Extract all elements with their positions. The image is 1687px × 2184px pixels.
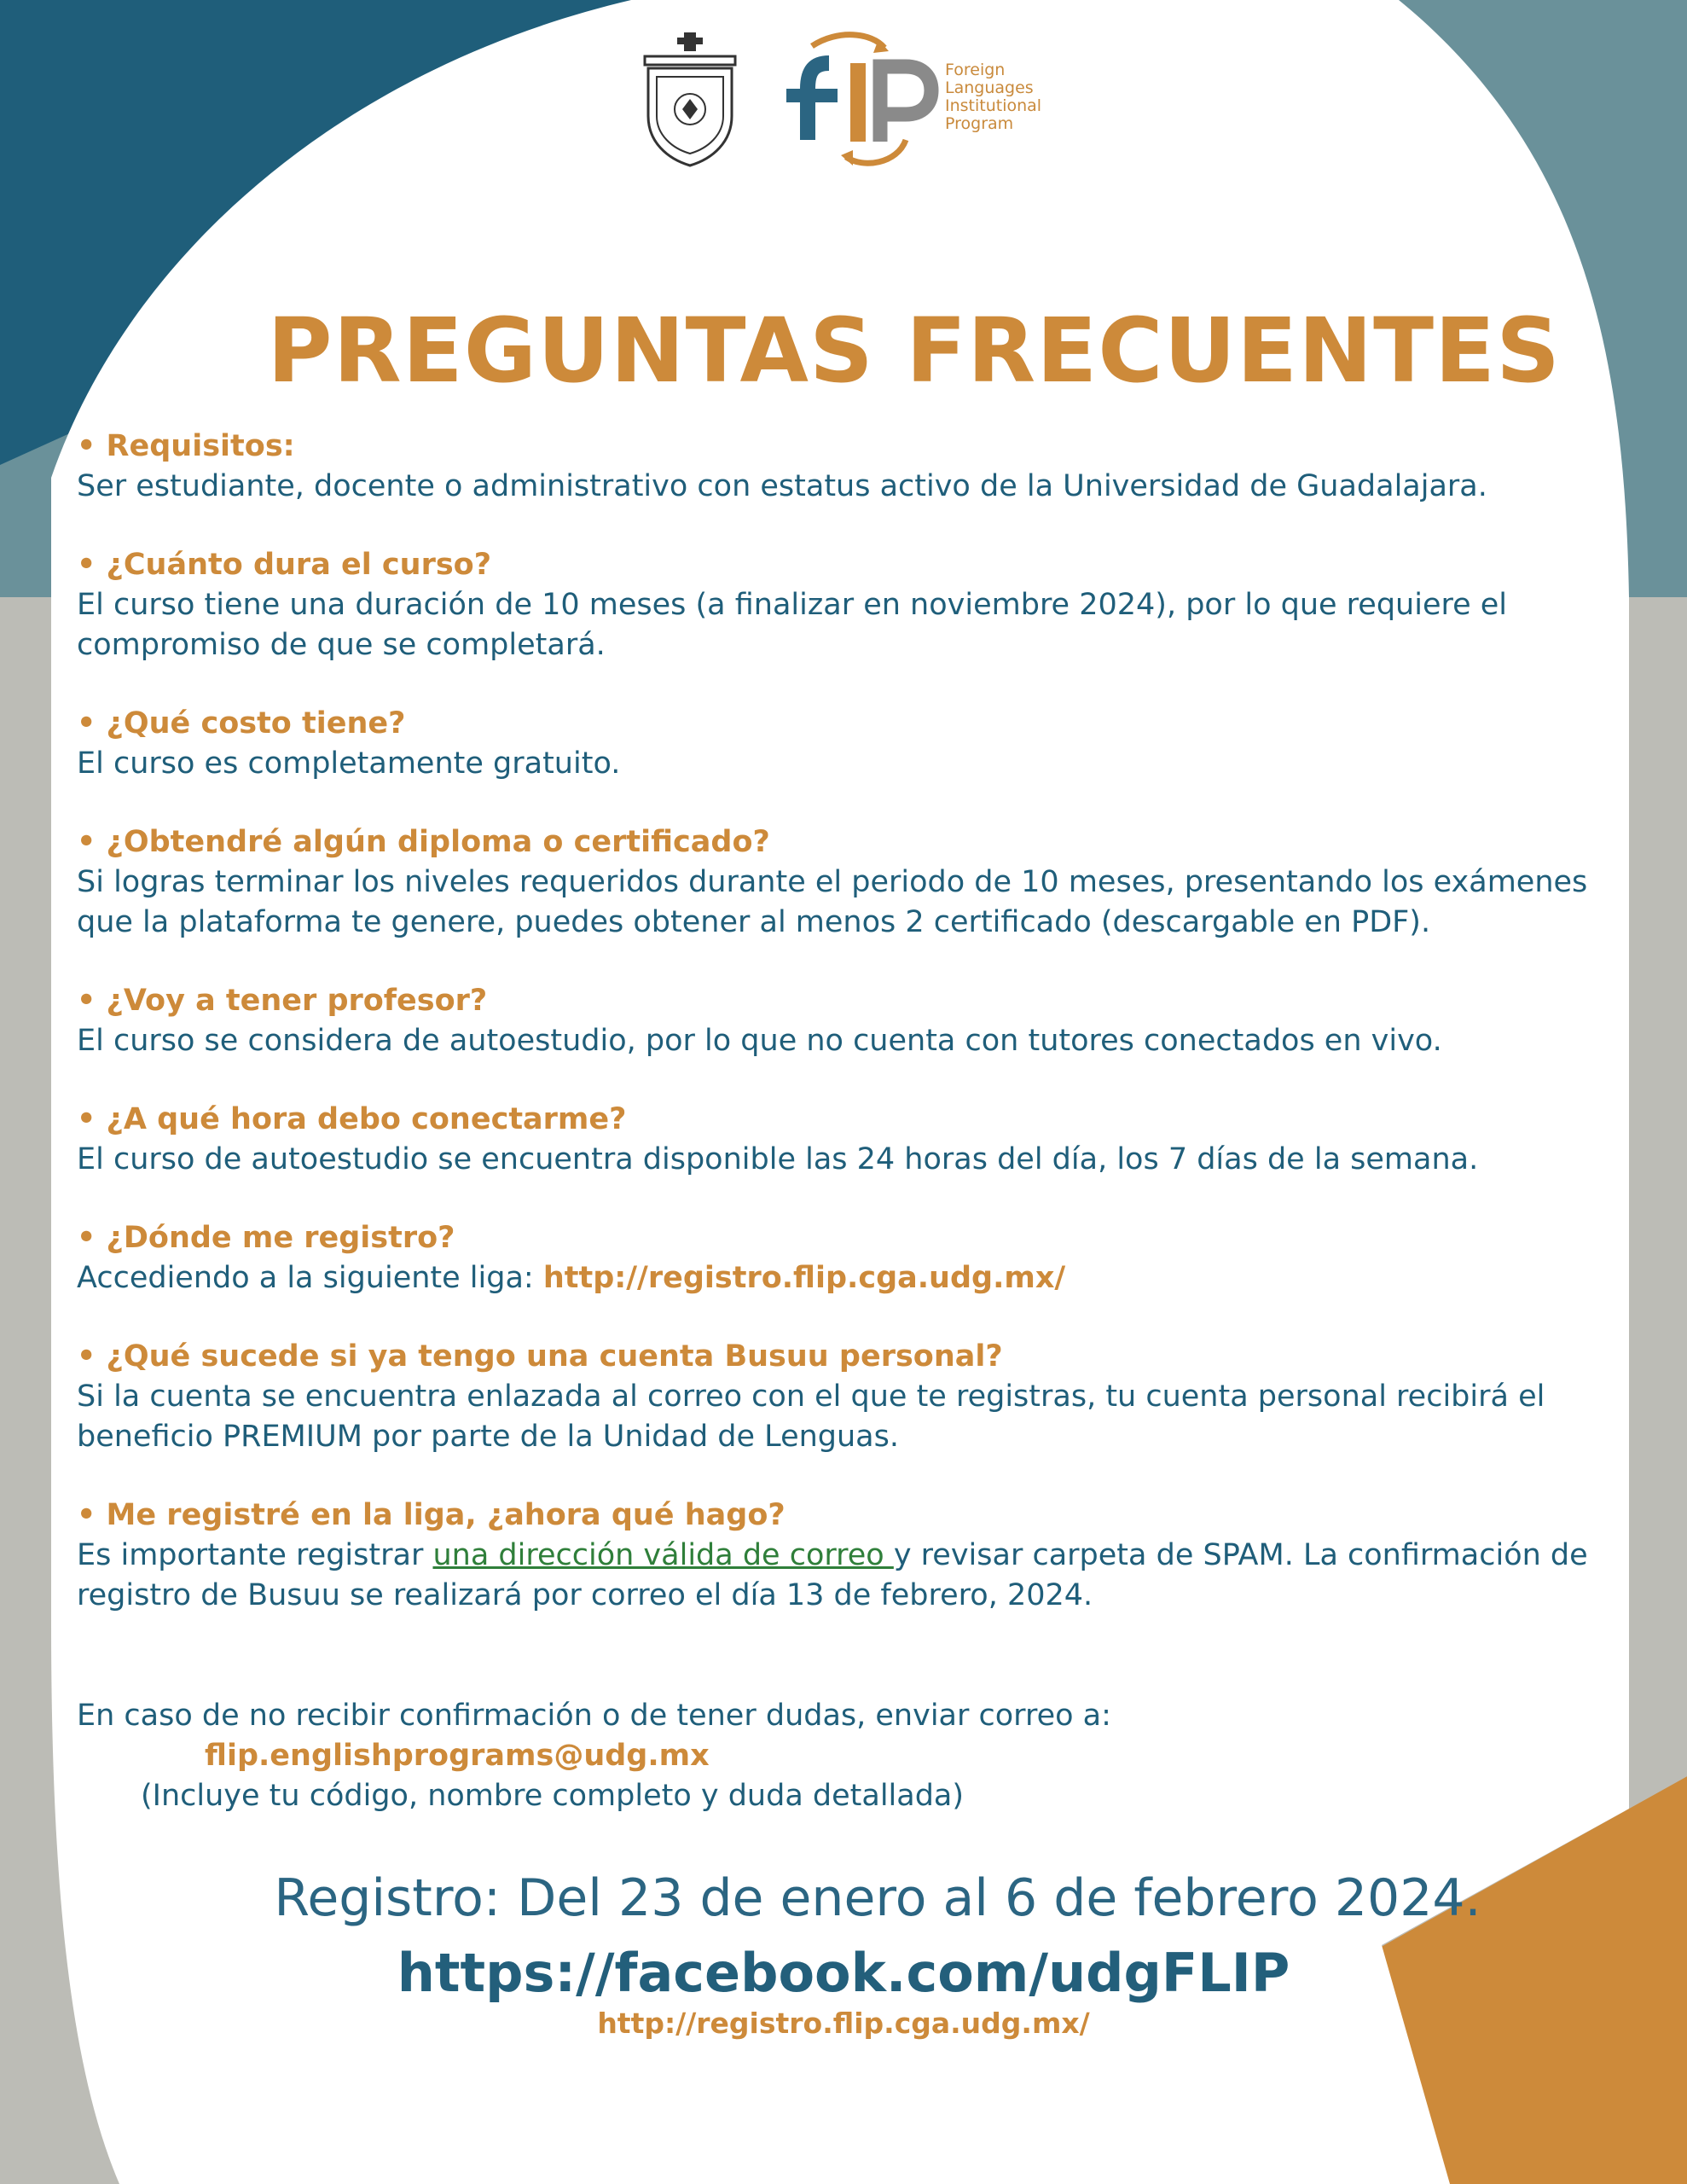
faq-answer — [77, 1536, 1595, 1616]
faq-answer: El curso tiene una duración de 10 meses (a finalizar en noviembre 2024), por lo que requiere el compromiso de que se completará. — [77, 588, 1508, 662]
faq-item — [77, 704, 1595, 784]
flip-caption-line: Program — [945, 114, 1014, 133]
faq-question: • ¿Obtendré algún diploma o certificado? — [77, 825, 770, 859]
contact-note: (Incluye tu código, nombre completo y duda detallada) — [141, 1779, 965, 1813]
flip-caption-line: Languages — [945, 78, 1034, 97]
faq-item — [77, 545, 1595, 665]
registration-link[interactable]: http://registro.flip.cga.udg.mx/ — [542, 1261, 1066, 1295]
faq-answer: El curso es completamente gratuito. — [77, 746, 621, 781]
page-title: PREGUNTAS FRECUENTES — [267, 299, 1561, 403]
faq-answer-text: Es importante registrar — [77, 1538, 433, 1572]
valid-email-link[interactable]: una dirección válida de correo — [432, 1538, 894, 1572]
faq-item — [77, 1496, 1595, 1616]
faq-question: • ¿Qué sucede si ya tengo una cuenta Busuu personal? — [77, 1339, 1003, 1374]
faq-answer-text: y revisar carpeta de SPAM. La confirmación de registro de Busuu se realizará por correo el día 13 de febrero, 2024. — [77, 1538, 1588, 1612]
udg-seal-logo — [636, 31, 744, 169]
faq-answer — [77, 1258, 1595, 1298]
faq-answer: Ser estudiante, docente o administrativo con estatus activo de la Universidad de Guadalajara. — [77, 469, 1487, 503]
flip-logo — [778, 29, 948, 171]
faq-answer: El curso de autoestudio se encuentra disponible las 24 horas del día, los 7 días de la semana. — [77, 1142, 1479, 1176]
faq-question: • ¿A qué hora debo conectarme? — [77, 1102, 627, 1136]
faq-item — [77, 981, 1595, 1061]
registration-dates-text: Registro: Del 23 de enero al 6 de febrero 2024. — [274, 1868, 1481, 1928]
footer-registration-link[interactable]: http://registro.flip.cga.udg.mx/ — [597, 2007, 1090, 2040]
faq-question: • ¿Voy a tener profesor? — [77, 984, 488, 1018]
faq-answer: Si logras terminar los niveles requeridos durante el periodo de 10 meses, presentando los exámenes que la plataforma te genere, puedes obtener al menos 2 certificado (descargable en PDF). — [77, 865, 1588, 939]
faq-list — [77, 427, 1595, 1654]
faq-question: • ¿Dónde me registro? — [77, 1221, 455, 1255]
faq-item — [77, 1100, 1595, 1180]
faq-item — [77, 427, 1595, 507]
contact-email-link[interactable]: flip.englishprograms@udg.mx — [205, 1739, 710, 1773]
contact-section — [77, 1696, 1527, 1816]
faq-question: • Me registré en la liga, ¿ahora qué hago? — [77, 1498, 786, 1532]
flip-caption — [945, 61, 1116, 133]
flip-caption-line: Institutional — [945, 96, 1042, 115]
faq-question: • ¿Cuánto dura el curso? — [77, 548, 492, 582]
registration-dates — [0, 1868, 1687, 1928]
facebook-link[interactable]: https://facebook.com/udgFLIP — [397, 1942, 1290, 2004]
faq-question: • ¿Qué costo tiene? — [77, 706, 406, 741]
faq-answer: El curso se considera de autoestudio, por lo que no cuenta con tutores conectados en vivo. — [77, 1024, 1442, 1058]
faq-item — [77, 1218, 1595, 1298]
flip-caption-line: Foreign — [945, 61, 1006, 79]
faq-item — [77, 1337, 1595, 1457]
faq-answer-text: Accediendo a la siguiente liga: — [77, 1261, 543, 1295]
contact-intro: En caso de no recibir confirmación o de tener dudas, enviar correo a: — [77, 1699, 1111, 1733]
faq-question: • Requisitos: — [77, 429, 295, 463]
faq-item — [77, 822, 1595, 943]
faq-answer: Si la cuenta se encuentra enlazada al correo con el que te registras, tu cuenta personal recibirá el beneficio PREMIUM por parte de la Unidad de Lenguas. — [77, 1380, 1545, 1454]
